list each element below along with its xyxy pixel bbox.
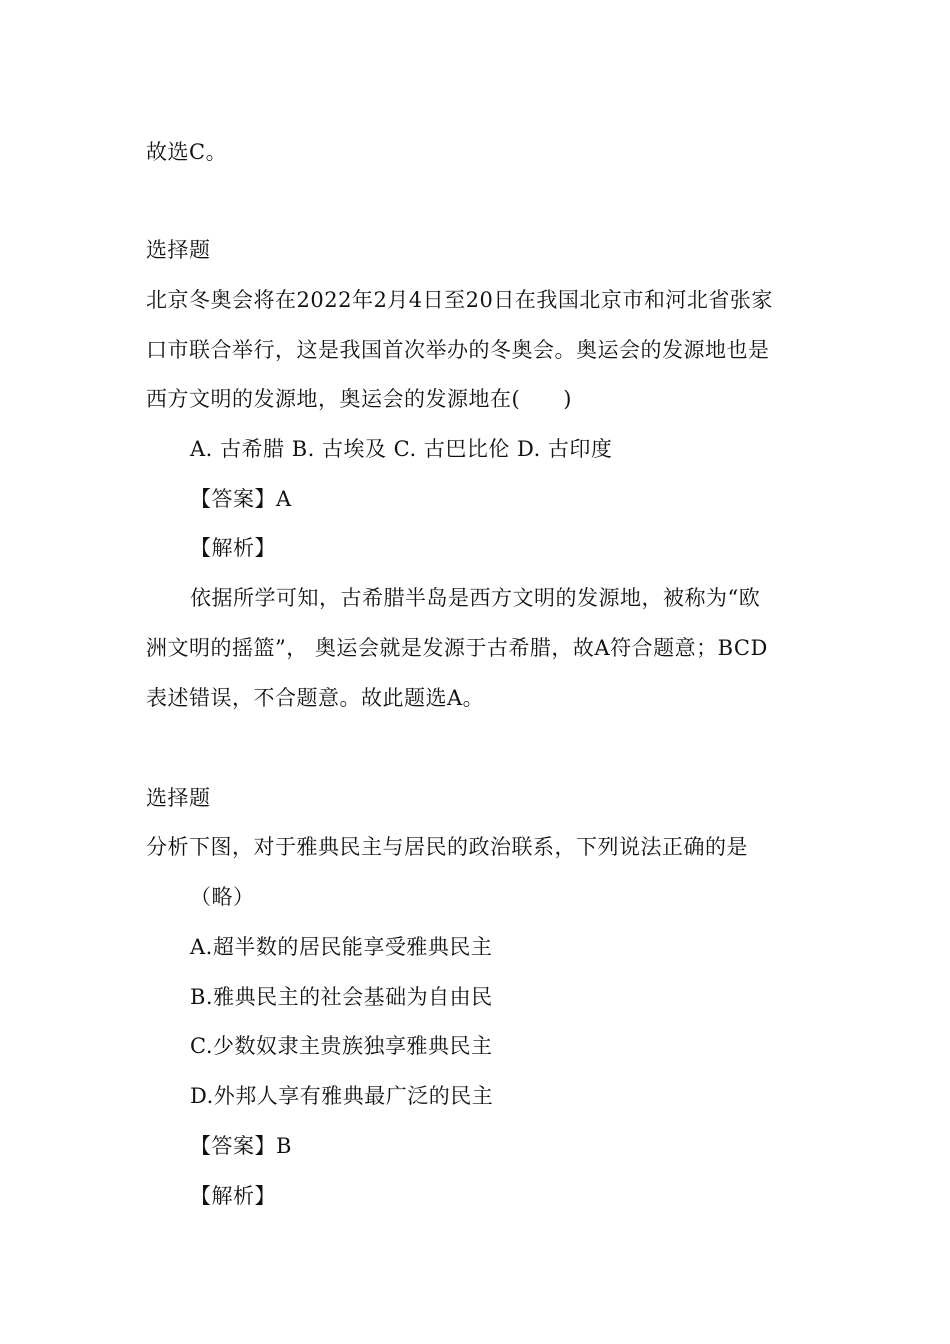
figure-omitted-note: （略） — [190, 885, 255, 909]
answer-key: 【答案】A — [190, 487, 292, 511]
option-d: D.外邦人享有雅典最广泛的民主 — [190, 1084, 494, 1108]
answer-options: A. 古希腊 B. 古埃及 C. 古巴比伦 D. 古印度 — [190, 437, 613, 461]
answer-key: 【答案】B — [190, 1134, 292, 1158]
analysis-text-line: 依据所学可知，古希腊半岛是西方文明的发源地，被称为“欧 — [190, 586, 761, 610]
previous-conclusion: 故选C。 — [146, 140, 228, 164]
option-b: B.雅典民主的社会基础为自由民 — [190, 985, 493, 1009]
analysis-text-line: 表述错误，不合题意。故此题选A。 — [146, 686, 485, 710]
analysis-label: 【解析】 — [190, 1184, 276, 1208]
analysis-label: 【解析】 — [190, 536, 276, 560]
section-label: 选择题 — [146, 238, 211, 262]
question-stem-line: 西方文明的发源地，奥运会的发源地在( ) — [146, 387, 572, 411]
question-stem-line: 北京冬奥会将在2022年2月4日至20日在我国北京市和河北省张家 — [146, 288, 773, 312]
analysis-text-line: 洲文明的摇篮”， 奥运会就是发源于古希腊，故A符合题意；BCD — [146, 636, 768, 660]
section-label: 选择题 — [146, 786, 211, 810]
option-a: A.超半数的居民能享受雅典民主 — [190, 935, 493, 959]
question-stem: 分析下图，对于雅典民主与居民的政治联系，下列说法正确的是 — [146, 835, 748, 859]
question-stem-line: 口市联合举行，这是我国首次举办的冬奥会。奥运会的发源地也是 — [146, 338, 770, 362]
option-c: C.少数奴隶主贵族独享雅典民主 — [190, 1034, 493, 1058]
